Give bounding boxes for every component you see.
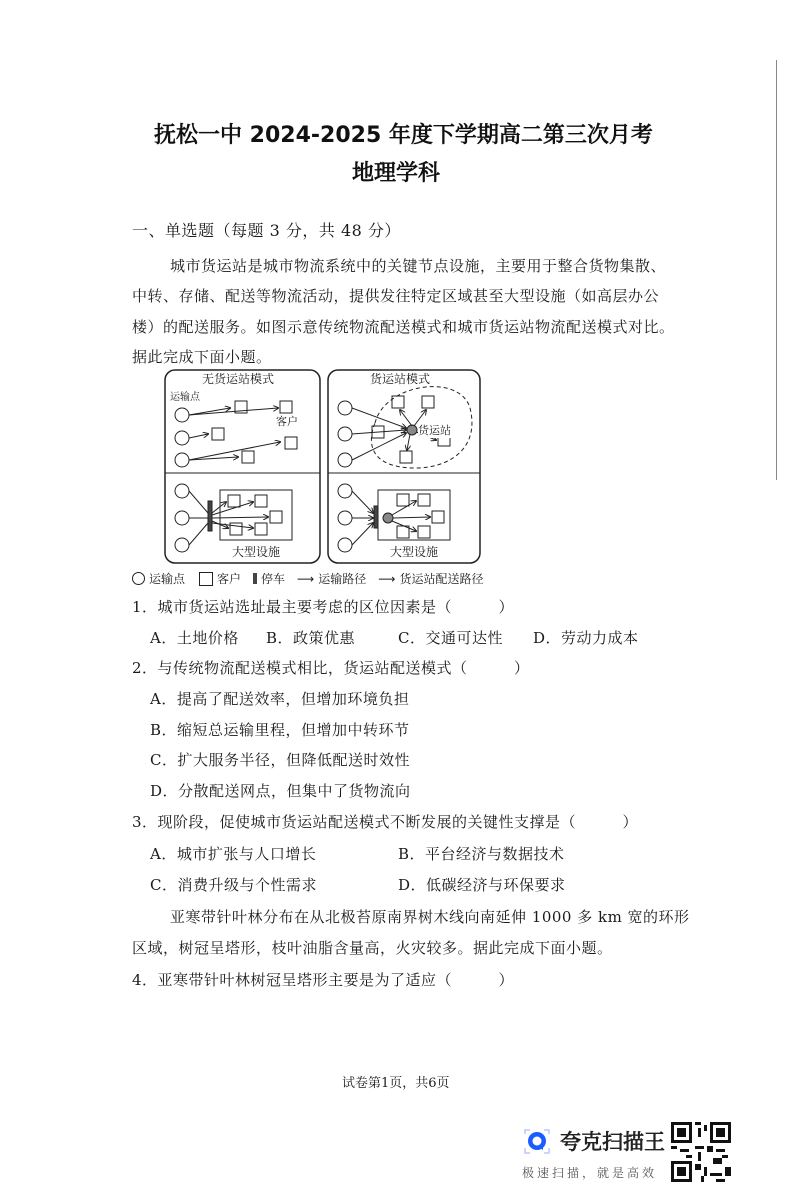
quark-logo-icon xyxy=(522,1126,552,1156)
right-bottom-panel xyxy=(338,484,450,552)
q3-option-c: C．消费升级与个性需求 xyxy=(150,876,317,894)
left-top-panel xyxy=(175,401,297,467)
question-3: 3．现阶段，促使城市货运站配送模式不断发展的关键性支撑是（ ） xyxy=(132,813,639,831)
q2-option-c: C．扩大服务半径，但降低配送时效性 xyxy=(150,751,410,769)
legend-transport-route: 运输路径 xyxy=(318,572,367,586)
passage2-line: 区域，树冠呈塔形，枝叶油脂含量高，火灾较多。据此完成下面小题。 xyxy=(132,939,613,957)
page-footer: 试卷第1页，共6页 xyxy=(342,1076,450,1091)
question-1: 1．城市货运站选址最主要考虑的区位因素是（ ） xyxy=(132,598,515,616)
thin-arrow-icon: ⟶ xyxy=(378,571,396,586)
panel-right-title: 货运站模式 xyxy=(370,372,431,386)
q3-option-b: B．平台经济与数据技术 xyxy=(398,845,565,863)
exam-subject: 地理学科 xyxy=(352,161,441,186)
q1-option-d: D．劳动力成本 xyxy=(533,629,639,647)
q1-option-b: B．政策优惠 xyxy=(266,629,356,647)
passage1-line: 城市货运站是城市物流系统中的关键节点设施，主要用于整合货物集散、 xyxy=(170,257,667,275)
label-customer: 客户 xyxy=(276,415,298,428)
left-bottom-panel xyxy=(175,484,292,552)
circle-icon xyxy=(132,572,145,585)
logistics-diagram xyxy=(160,368,490,568)
panel-left-title: 无货运站模式 xyxy=(202,372,275,386)
watermark-app-name: 夸克扫描王 xyxy=(560,1130,665,1154)
q3-option-a: A．城市扩张与人口增长 xyxy=(150,845,317,863)
arrow-icon: ⟶ xyxy=(297,571,315,586)
watermark-slogan: 极速扫描，就是高效 xyxy=(522,1166,658,1180)
passage2-line: 亚寒带针叶林分布在从北极苔原南界树木线向南延伸 1000 多 km 宽的环形 xyxy=(170,908,690,926)
scan-edge-line xyxy=(776,60,777,480)
exam-title: 抚松一中 2024-2025 年度下学期高二第三次月考 xyxy=(154,123,653,148)
question-2: 2．与传统物流配送模式相比，货运站配送模式（ ） xyxy=(132,659,530,677)
q1-option-a: A．土地价格 xyxy=(150,629,239,647)
diagram-legend xyxy=(132,570,483,587)
q2-option-d: D．分散配送网点，但集中了货物流向 xyxy=(150,782,411,800)
q2-option-b: B．缩短总运输里程，但增加中转环节 xyxy=(150,721,410,739)
parking-icon xyxy=(253,573,257,584)
legend-transport-point: 运输点 xyxy=(149,572,186,586)
question-4: 4．亚寒带针叶林树冠呈塔形主要是为了适应（ ） xyxy=(132,971,515,989)
label-facility-right: 大型设施 xyxy=(390,545,439,559)
right-top-panel xyxy=(338,387,472,468)
label-facility-left: 大型设施 xyxy=(232,545,281,559)
section-heading: 一、单选题（每题 3 分，共 48 分） xyxy=(132,221,401,240)
qr-code-icon xyxy=(671,1122,731,1182)
q3-option-d: D．低碳经济与环保要求 xyxy=(398,876,566,894)
legend-station-route: 货运站配送路径 xyxy=(399,572,484,586)
label-station: 货运站 xyxy=(418,424,451,437)
square-icon xyxy=(199,572,213,586)
label-transport-point: 运输点 xyxy=(170,392,200,403)
passage1-line: 楼）的配送服务。如图示意传统物流配送模式和城市货运站物流配送模式对比。 xyxy=(132,318,675,336)
legend-parking: 停车 xyxy=(261,572,286,586)
q1-option-c: C．交通可达性 xyxy=(398,629,503,647)
legend-customer: 客户 xyxy=(217,572,242,586)
q2-option-a: A．提高了配送效率，但增加环境负担 xyxy=(150,690,410,708)
passage1-line: 中转、存储、配送等物流活动，提供发往特定区域甚至大型设施（如高层办公 xyxy=(132,287,660,305)
passage1-line: 据此完成下面小题。 xyxy=(132,348,272,366)
